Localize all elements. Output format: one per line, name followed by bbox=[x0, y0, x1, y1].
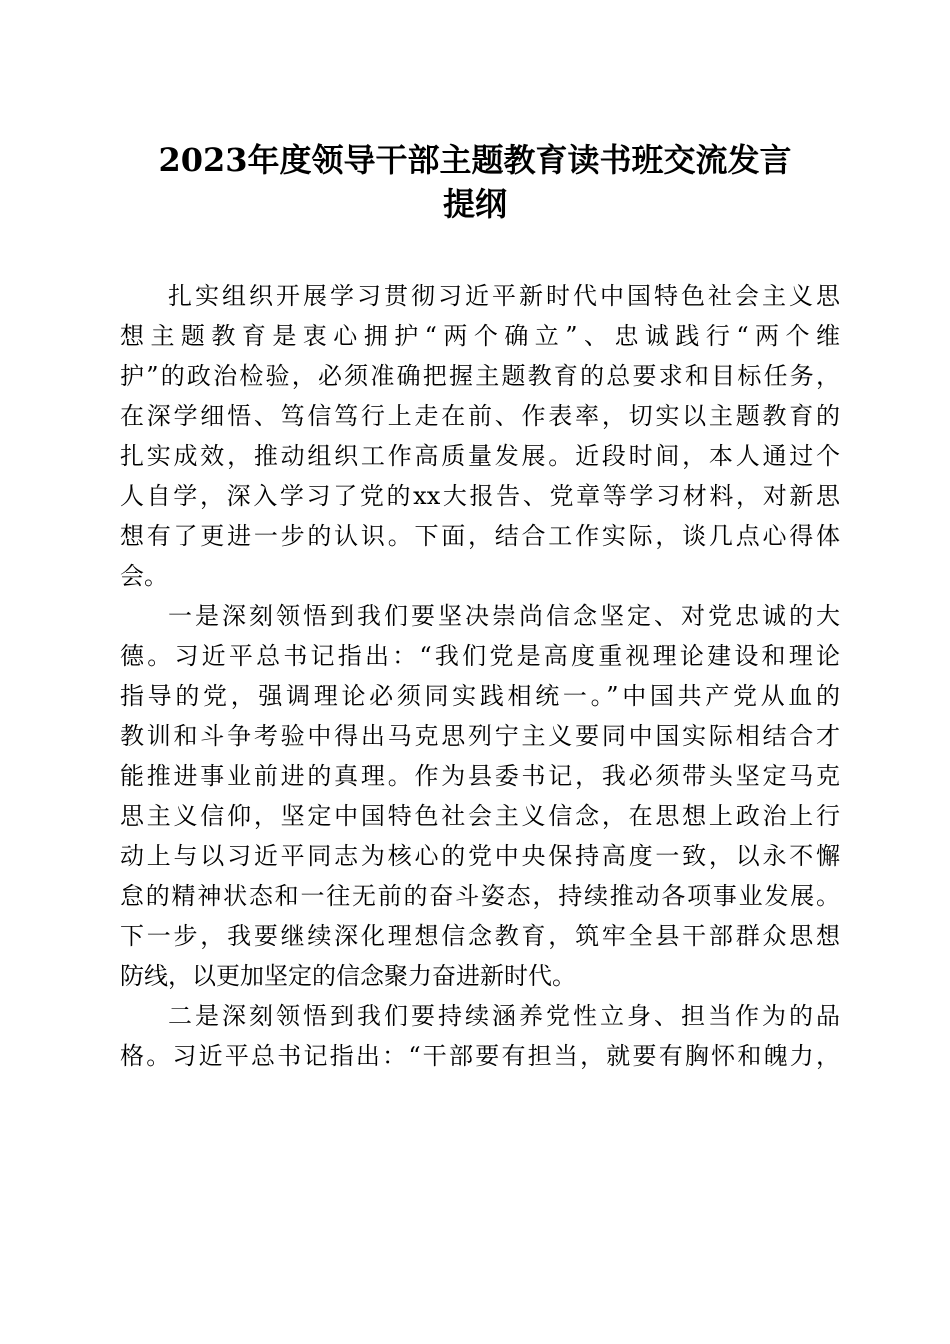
title-line-2: 提纲 bbox=[442, 185, 507, 223]
text-line: 指导的党，强调理论必须同实践相统一。”中国共产党从血的 bbox=[120, 682, 840, 710]
text-line: 格。习近平总书记指出：“干部要有担当，就要有胸怀和魄力， bbox=[120, 1042, 840, 1070]
text-line: 想有了更进一步的认识。下面，结合工作实际，谈几点心得体 bbox=[120, 522, 840, 550]
text-line: 想主题教育是衷心拥护“两个确立”、忠诚践行“两个维 bbox=[120, 322, 840, 350]
text-line: 能推进事业前进的真理。作为县委书记，我必须带头坚定马克 bbox=[120, 762, 840, 790]
text-line: 一是深刻领悟到我们要坚决崇尚信念坚定、对党忠诚的大 bbox=[168, 602, 840, 630]
text-line: 二是深刻领悟到我们要持续涵养党性立身、担当作为的品 bbox=[168, 1002, 840, 1030]
paragraph-point-two bbox=[120, 996, 840, 1076]
text-line: 扎实组织开展学习贯彻习近平新时代中国特色社会主义思 bbox=[168, 282, 840, 310]
document-title bbox=[100, 138, 850, 226]
paragraph-point-one bbox=[120, 596, 840, 996]
text-line: 下一步，我要继续深化理想信念教育，筑牢全县干部群众思想 bbox=[120, 922, 840, 950]
title-line-1: 2023年度领导干部主题教育读书班交流发言 bbox=[158, 141, 792, 179]
text-line: 在深学细悟、笃信笃行上走在前、作表率，切实以主题教育的 bbox=[120, 402, 840, 430]
text-line: 思主义信仰，坚定中国特色社会主义信念，在思想上政治上行 bbox=[120, 802, 840, 830]
paragraph-intro bbox=[120, 276, 840, 596]
document-body bbox=[120, 276, 840, 1076]
text-line: 会。 bbox=[120, 562, 168, 590]
text-line: 怠的精神状态和一往无前的奋斗姿态，持续推动各项事业发展。 bbox=[120, 882, 840, 910]
text-line: 教训和斗争考验中得出马克思列宁主义要同中国实际相结合才 bbox=[120, 722, 840, 750]
text-line: 德。习近平总书记指出：“我们党是高度重视理论建设和理论 bbox=[120, 642, 840, 670]
text-line: 人自学，深入学习了党的xx大报告、党章等学习材料，对新思 bbox=[120, 482, 840, 510]
text-line: 动上与以习近平同志为核心的党中央保持高度一致，以永不懈 bbox=[120, 842, 840, 870]
text-line: 护”的政治检验，必须准确把握主题教育的总要求和目标任务， bbox=[120, 362, 840, 390]
text-line: 扎实成效，推动组织工作高质量发展。近段时间，本人通过个 bbox=[120, 442, 840, 470]
text-line: 防线，以更加坚定的信念聚力奋进新时代。 bbox=[120, 962, 576, 990]
